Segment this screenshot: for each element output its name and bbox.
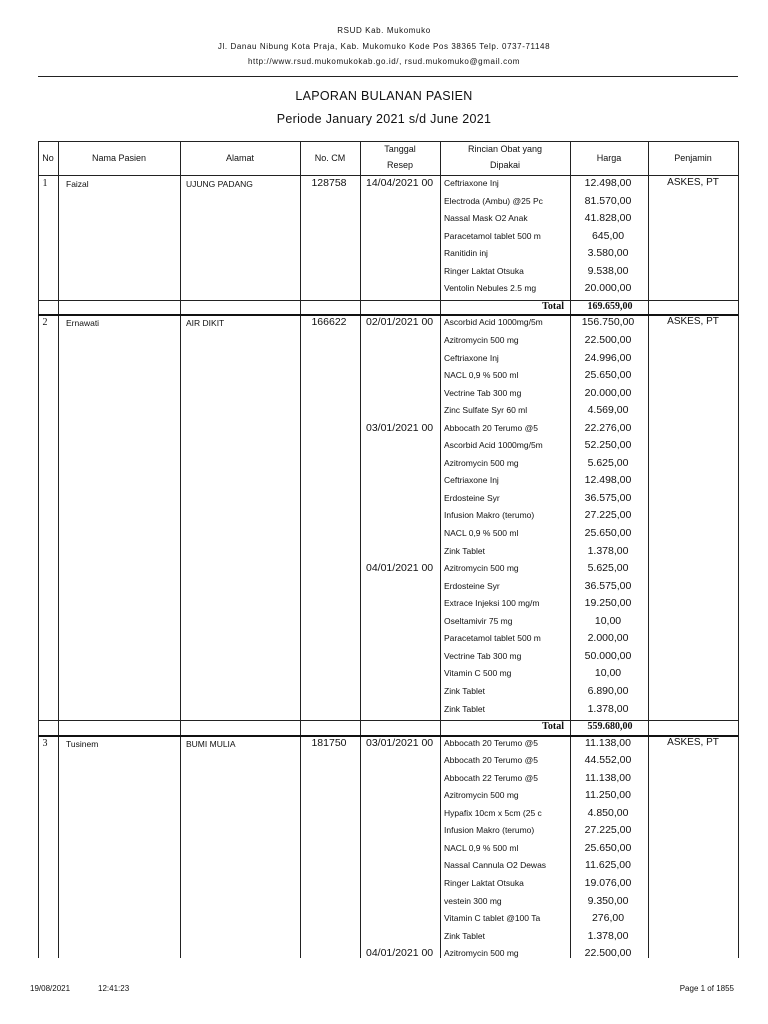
drug-price: 4.569,00 [587,404,629,417]
drug-name: Ventolin Nebules 2.5 mg [444,283,537,294]
drug-price: 25.650,00 [584,369,632,382]
drug-price: 12.498,00 [584,177,632,189]
drug-price: 6.890,00 [587,684,629,697]
drug-price: 20.000,00 [584,386,632,399]
medical-record-number: 166622 [311,316,347,329]
drug-name: Erdosteine Syr [444,580,500,591]
drug-name: Infusion Makro (terumo) [444,510,535,521]
drug-name: NACL 0,9 % 500 ml [444,528,519,538]
drug-name: Zink Tablet [444,703,485,714]
drug-price: 11.138,00 [585,771,631,784]
drug-price: 10,00 [594,614,622,627]
institution-contact: http://www.rsud.mukomukokab.go.id/, rsud.mukomuko@gmail.com [247,57,521,66]
drug-price: 9.350,00 [587,894,629,907]
medical-record-number: 181750 [311,736,347,749]
drug-name: NACL 0,9 % 500 ml [444,370,519,381]
drug-price: 36.575,00 [584,491,632,504]
drug-name: Infusion Makro (terumo) [444,825,535,836]
drug-name: Paracetamol tablet 500 m [444,230,541,241]
drug-name: Ceftriaxone Inj [444,352,499,363]
drug-price: 5.625,00 [587,562,629,575]
drug-name: Hypafix 10cm x 5cm (25 c [444,807,542,818]
col-header-guarantor: Penjamin [674,153,712,163]
patient-number: 2 [42,317,48,329]
total-label: Total [542,300,564,312]
prescription-date: 03/01/2021 00 [366,736,434,749]
drug-name: Paracetamol tablet 500 m [444,633,541,644]
drug-price: 1.378,00 [587,929,629,942]
col-divider [738,141,739,958]
report-period: Periode January 2021 s/d June 2021 [276,112,492,126]
col-divider [648,141,649,958]
drug-name: Nassal Cannula O2 Dewas [444,860,547,871]
drug-name: Ringer Laktat Otsuka [444,265,524,276]
drug-name: Oseltamivir 75 mg [444,615,513,626]
drug-name: Zink Tablet [444,685,485,696]
patient-guarantor: ASKES, PT [667,316,719,328]
col-header-drugs: Rincian Obat yang [467,144,543,154]
patient-guarantor: ASKES, PT [667,736,719,748]
drug-name: Ringer Laktat Otsuka [444,878,524,888]
patient-address: UJUNG PADANG [186,179,253,189]
drug-name: Abbocath 20 Terumo @5 [444,422,539,433]
drug-name: Azitromycin 500 mg [444,563,519,574]
header-divider [38,76,738,77]
drug-price: 22.500,00 [584,947,632,960]
prescription-date: 02/01/2021 00 [366,316,434,329]
drug-name: vestein 300 mg [444,895,502,906]
col-header-date-2: Resep [386,160,413,170]
col-divider [300,141,301,958]
drug-name: Abbocath 20 Terumo @5 [444,755,539,766]
drug-name: Erdosteine Syr [444,492,500,503]
drug-name: Azitromycin 500 mg [444,790,519,801]
patient-address: BUMI MULIA [186,738,236,749]
drug-price: 2.000,00 [587,632,629,645]
col-divider [38,141,39,958]
drug-name: Nassal Mask O2 Anak [444,213,528,224]
drug-price: 27.225,00 [584,509,632,522]
drug-price: 9.538,00 [587,264,629,277]
drug-price: 19.250,00 [584,597,632,610]
drug-price: 50.000,00 [584,649,632,662]
drug-price: 24.996,00 [584,351,632,364]
col-header-date: Tanggal [384,144,416,154]
drug-name: Vitamin C tablet @100 Ta [444,913,541,924]
drug-price: 20.000,00 [584,282,632,295]
drug-name: Vectrine Tab 300 mg [444,650,522,661]
drug-price: 1.378,00 [587,702,629,715]
drug-name: Ascorbid Acid 1000mg/5m [444,317,543,328]
medical-record-number: 128758 [311,177,347,189]
prescription-date: 04/01/2021 00 [366,947,434,960]
prescription-date: 03/01/2021 00 [366,421,434,434]
drug-name: Zinc Sulfate Syr 60 ml [444,405,528,416]
col-divider [180,141,181,958]
drug-price: 36.575,00 [584,579,632,592]
drug-name: Vitamin C 500 mg [444,668,512,679]
drug-price: 27.225,00 [584,824,632,837]
drug-price: 12.498,00 [584,474,632,487]
drug-price: 22.500,00 [584,333,632,346]
drug-name: Ceftriaxone Inj [444,475,499,486]
patient-address: AIR DIKIT [186,318,225,329]
drug-price: 1.378,00 [587,544,629,557]
drug-name: Zink Tablet [444,930,485,941]
col-divider [360,141,361,958]
col-divider [440,141,441,958]
drug-name: Extrace Injeksi 100 mg/m [444,598,540,609]
drug-price: 22.276,00 [584,421,632,434]
drug-name: Electroda (Ambu) @25 Pc [444,195,543,206]
patient-number: 3 [42,737,48,749]
col-header-drugs-2: Dipakai [489,160,520,170]
col-divider [570,141,571,958]
drug-name: Azitromycin 500 mg [444,457,519,468]
institution-address: Jl. Danau Nibung Kota Praja, Kab. Mukomuko Kode Pos 38365 Telp. 0737-71148 [217,42,551,51]
drug-name: Abbocath 20 Terumo @5 [444,737,539,748]
drug-name: NACL 0,9 % 500 ml [444,842,519,853]
drug-name: Zink Tablet [444,545,485,556]
drug-price: 19.076,00 [584,877,632,889]
drug-price: 11.138,00 [585,736,631,749]
drug-price: 5.625,00 [587,456,629,469]
patient-guarantor: ASKES, PT [667,177,719,188]
drug-name: Vectrine Tab 300 mg [444,387,522,398]
drug-price: 276,00 [591,912,625,925]
col-header-price: Harga [596,153,622,163]
drug-price: 4.850,00 [587,806,629,819]
drug-price: 645,00 [591,229,625,242]
drug-price: 52.250,00 [584,439,632,452]
prescription-date: 04/01/2021 00 [366,562,434,575]
drug-name: Ranitidin inj [444,248,488,259]
col-divider [58,141,59,958]
drug-price: 3.580,00 [587,247,629,260]
col-header-no: No [42,153,54,163]
drug-price: 41.828,00 [584,212,632,225]
patient-name: Faizal [66,179,89,189]
page-number: Page 1 of 1855 [679,984,734,993]
patient-total: 169.659,00 [587,300,633,312]
col-header-name: Nama Pasien [91,153,147,163]
drug-price: 10,00 [594,667,622,680]
table-header-border [38,175,738,176]
drug-name: Abbocath 22 Terumo @5 [444,772,539,783]
print-time: 12:41:23 [98,984,130,993]
print-date: 19/08/2021 [30,984,71,993]
patient-name: Ernawati [66,318,100,329]
prescription-date: 14/04/2021 00 [366,177,434,189]
drug-name: Ascorbid Acid 1000mg/5m [444,440,543,451]
patient-name: Tusinem [66,738,99,749]
col-header-address: Alamat [225,153,254,163]
drug-price: 25.650,00 [584,841,632,854]
report-title: LAPORAN BULANAN PASIEN [295,89,473,103]
patient-number: 1 [42,178,48,189]
drug-name: Azitromycin 500 mg [444,948,519,959]
drug-price: 44.552,00 [584,754,632,767]
col-header-cm: No. CM [314,153,346,163]
total-label: Total [542,721,564,733]
drug-price: 11.250,00 [585,789,631,802]
drug-price: 81.570,00 [584,194,632,207]
drug-name: Ceftriaxone Inj [444,178,499,188]
patient-total: 559.680,00 [587,721,633,733]
drug-price: 25.650,00 [584,527,632,539]
drug-price: 156.750,00 [581,316,635,329]
drug-name: Azitromycin 500 mg [444,334,519,345]
institution-name: RSUD Kab. Mukomuko [337,26,431,35]
drug-price: 11.625,00 [585,859,631,872]
